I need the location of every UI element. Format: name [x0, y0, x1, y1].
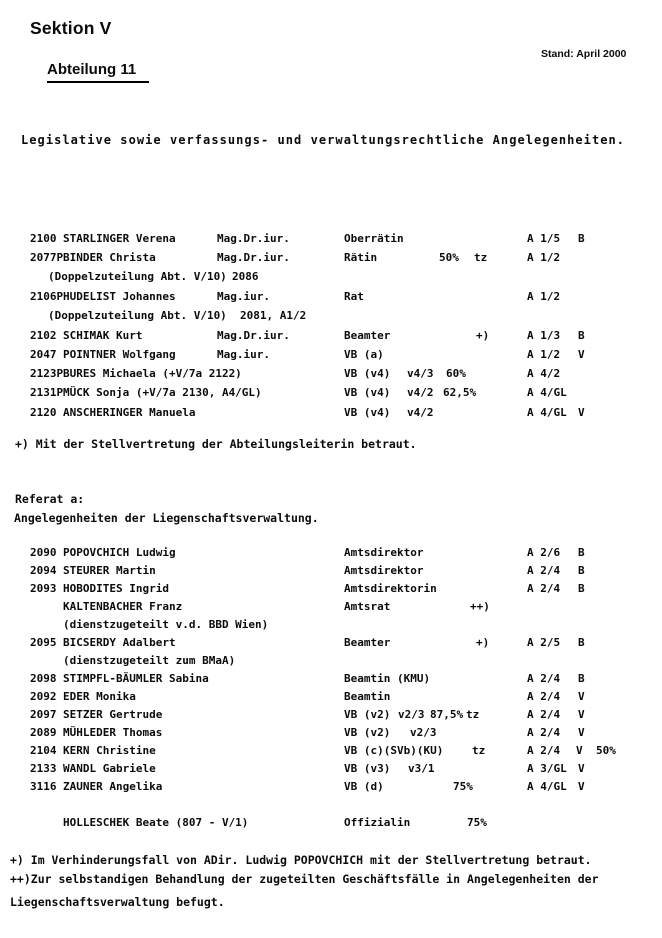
cell-text: A 3/GL [527, 762, 567, 775]
cell-text: POINTNER Wolfgang [63, 348, 176, 361]
cell-text: +) [476, 329, 490, 342]
cell-text: B [578, 636, 585, 649]
cell-text: V [578, 708, 585, 721]
cell-text: 60% [446, 367, 466, 380]
cell-text: A 1/3 [527, 329, 561, 342]
cell-text: +) Im Verhinderungsfall von ADir. Ludwig POPOVCHICH mit der Stellvertretung betraut. [10, 853, 592, 867]
cell-text: A 2/4 [527, 744, 561, 757]
cell-text: 2102 [30, 329, 57, 342]
cell-text: B [578, 582, 585, 595]
cell-text: A 4/GL [527, 406, 567, 419]
cell-text: BURES Michaela (+V/7a 2122) [63, 367, 242, 380]
staff-row [0, 708, 662, 724]
cell-text: ANSCHERINGER Manuela [63, 406, 196, 419]
cell-text: VB (v4) [344, 386, 391, 399]
cell-text: A 2/4 [527, 726, 561, 739]
cell-text: tz [474, 251, 488, 264]
cell-text: Liegenschaftsverwaltung befugt. [10, 895, 225, 909]
cell-text: A 1/5 [527, 232, 561, 245]
cell-text: Amtsrat [344, 600, 391, 613]
cell-text: 2047 [30, 348, 57, 361]
staff-note-row [0, 270, 662, 286]
cell-text: Amtsdirektor [344, 564, 424, 577]
cell-text: Rat [344, 290, 364, 303]
referat-heading [0, 492, 662, 508]
cell-text: V [578, 780, 585, 793]
cell-text: Amtsdirektor [344, 546, 424, 559]
cell-text: 2106P [30, 290, 64, 303]
cell-text: MÜCK Sonja (+V/7a 2130, A4/GL) [63, 386, 262, 399]
cell-text: +) [476, 636, 490, 649]
cell-text: Beamtin (KMU) [344, 672, 431, 685]
cell-text: v3/1 [408, 762, 435, 775]
section-title: Sektion V [30, 18, 112, 38]
cell-text: A 2/4 [527, 690, 561, 703]
cell-text: 50% [439, 251, 459, 264]
cell-text: 2104 [30, 744, 57, 757]
cell-text: STIMPFL-BÄUMLER Sabina [63, 672, 209, 685]
staff-row [0, 690, 662, 706]
staff-row [0, 816, 662, 832]
cell-text: A 1/2 [527, 251, 561, 264]
cell-text: A 2/5 [527, 636, 561, 649]
cell-text: A 2/4 [527, 708, 561, 721]
document-subject: Legislative sowie verfassungs- und verwaltungsrechtliche Angelegenheiten. [21, 133, 626, 147]
cell-text: 50% [596, 744, 616, 757]
cell-text: V [578, 406, 585, 419]
staff-note-row [0, 309, 662, 325]
cell-text: A 2/4 [527, 582, 561, 595]
cell-text: POPOVCHICH Ludwig [63, 546, 176, 559]
staff-row [0, 406, 662, 422]
cell-text: v2/3 [410, 726, 437, 739]
cell-text: ++)Zur selbstandigen Behandlung der zugeteilten Geschäftsfälle in Angelegenheiten der [10, 872, 599, 886]
cell-text: WANDL Gabriele [63, 762, 156, 775]
cell-text: (Doppelzuteilung Abt. V/10) [48, 270, 227, 283]
cell-text: 2095 [30, 636, 57, 649]
cell-text: MÜHLEDER Thomas [63, 726, 163, 739]
cell-text: 2090 [30, 546, 57, 559]
cell-text: v2/3 [398, 708, 425, 721]
cell-text: V [578, 348, 585, 361]
staff-row [0, 582, 662, 598]
staff-row [0, 546, 662, 562]
staff-row [0, 251, 662, 267]
cell-text: BINDER Christa [63, 251, 156, 264]
cell-text: Offizialin [344, 816, 411, 829]
staff-row [0, 232, 662, 248]
cell-text: 2077P [30, 251, 64, 264]
footnote [0, 895, 662, 911]
cell-text: Referat a: [15, 492, 85, 506]
cell-text: 2093 [30, 582, 57, 595]
cell-text: V [578, 690, 585, 703]
cell-text: A 2/4 [527, 564, 561, 577]
cell-text: B [578, 564, 585, 577]
cell-text: A 2/6 [527, 546, 561, 559]
cell-text: HOBODITES Ingrid [63, 582, 169, 595]
cell-text: B [578, 329, 585, 342]
cell-text: B [578, 546, 585, 559]
cell-text: A 4/GL [527, 780, 567, 793]
cell-text: 2092 [30, 690, 57, 703]
cell-text: KALTENBACHER Franz [63, 600, 183, 613]
cell-text: SETZER Gertrude [63, 708, 163, 721]
staff-note-row [0, 618, 662, 634]
staff-row [0, 636, 662, 652]
staff-row [0, 290, 662, 306]
cell-text: Mag.Dr.iur. [217, 232, 290, 245]
cell-text: Oberrätin [344, 232, 404, 245]
staff-row [0, 348, 662, 364]
cell-text: 2123P [30, 367, 64, 380]
cell-text: 62,5% [443, 386, 477, 399]
cell-text: A 2/4 [527, 672, 561, 685]
cell-text: (dienstzugeteilt v.d. BBD Wien) [63, 618, 269, 631]
cell-text: KERN Christine [63, 744, 156, 757]
cell-text: 2120 [30, 406, 57, 419]
cell-text: BICSERDY Adalbert [63, 636, 176, 649]
cell-text: B [578, 232, 585, 245]
cell-text: Beamter [344, 636, 391, 649]
cell-text: A 1/2 [527, 290, 561, 303]
cell-text: VB (v4) [344, 367, 391, 380]
stand-date: Stand: April 2000 [541, 48, 627, 60]
cell-text: Rätin [344, 251, 378, 264]
staff-row [0, 367, 662, 383]
cell-text: Mag.Dr.iur. [217, 251, 290, 264]
cell-text: Amtsdirektorin [344, 582, 437, 595]
cell-text: VB (v3) [344, 762, 391, 775]
cell-text: VB (a) [344, 348, 384, 361]
referat-subject [0, 511, 662, 527]
cell-text: 75% [453, 780, 473, 793]
cell-text: STEURER Martin [63, 564, 156, 577]
staff-row [0, 672, 662, 688]
staff-note-row [0, 654, 662, 670]
cell-text: Mag.Dr.iur. [217, 329, 290, 342]
footnote [0, 437, 662, 453]
staff-row [0, 726, 662, 742]
cell-text: 3116 [30, 780, 57, 793]
cell-text: 2131P [30, 386, 64, 399]
cell-text: v4/2 [407, 386, 434, 399]
department-title: Abteilung 11 [47, 61, 149, 83]
cell-text: SCHIMAK Kurt [63, 329, 143, 342]
cell-text: A 4/GL [527, 386, 567, 399]
cell-text: STARLINGER Verena [63, 232, 176, 245]
cell-text: ZAUNER Angelika [63, 780, 163, 793]
cell-text: 2098 [30, 672, 57, 685]
cell-text: B [578, 672, 585, 685]
cell-text: V [578, 726, 585, 739]
cell-text: 2100 [30, 232, 57, 245]
cell-text: EDER Monika [63, 690, 136, 703]
cell-text: 2081, A1/2 [240, 309, 307, 322]
staff-row [0, 600, 662, 616]
staff-row [0, 386, 662, 402]
cell-text: V [578, 762, 585, 775]
cell-text: VB (v2) [344, 708, 391, 721]
cell-text: VB (v2) [344, 726, 391, 739]
staff-row [0, 329, 662, 345]
cell-text: 87,5% [430, 708, 464, 721]
cell-text: Mag.iur. [217, 348, 270, 361]
staff-row [0, 780, 662, 796]
cell-text: HUDELIST Johannes [63, 290, 176, 303]
cell-text: Beamtin [344, 690, 391, 703]
cell-text: v4/2 [407, 406, 434, 419]
cell-text: HOLLESCHEK Beate (807 - V/1) [63, 816, 249, 829]
cell-text: A 1/2 [527, 348, 561, 361]
cell-text: Angelegenheiten der Liegenschaftsverwaltung. [14, 511, 319, 525]
cell-text: Mag.iur. [217, 290, 270, 303]
cell-text: +) Mit der Stellvertretung der Abteilungsleiterin betraut. [15, 437, 417, 451]
cell-text: (Doppelzuteilung Abt. V/10) [48, 309, 227, 322]
staff-row [0, 762, 662, 778]
staff-row [0, 564, 662, 580]
cell-text: 2086 [232, 270, 259, 283]
cell-text: VB (d) [344, 780, 384, 793]
footnote [0, 872, 662, 888]
cell-text: VB (c)(SVb)(KU) [344, 744, 444, 757]
cell-text: 2089 [30, 726, 57, 739]
cell-text: tz [472, 744, 486, 757]
cell-text: ++) [470, 600, 490, 613]
cell-text: 75% [467, 816, 487, 829]
cell-text: tz [466, 708, 480, 721]
cell-text: A 4/2 [527, 367, 561, 380]
cell-text: 2097 [30, 708, 57, 721]
footnote [0, 853, 662, 869]
cell-text: 2133 [30, 762, 57, 775]
cell-text: Beamter [344, 329, 391, 342]
cell-text: V [576, 744, 583, 757]
cell-text: 2094 [30, 564, 57, 577]
cell-text: VB (v4) [344, 406, 391, 419]
cell-text: (dienstzugeteilt zum BMaA) [63, 654, 236, 667]
cell-text: v4/3 [407, 367, 434, 380]
staff-row [0, 744, 662, 760]
